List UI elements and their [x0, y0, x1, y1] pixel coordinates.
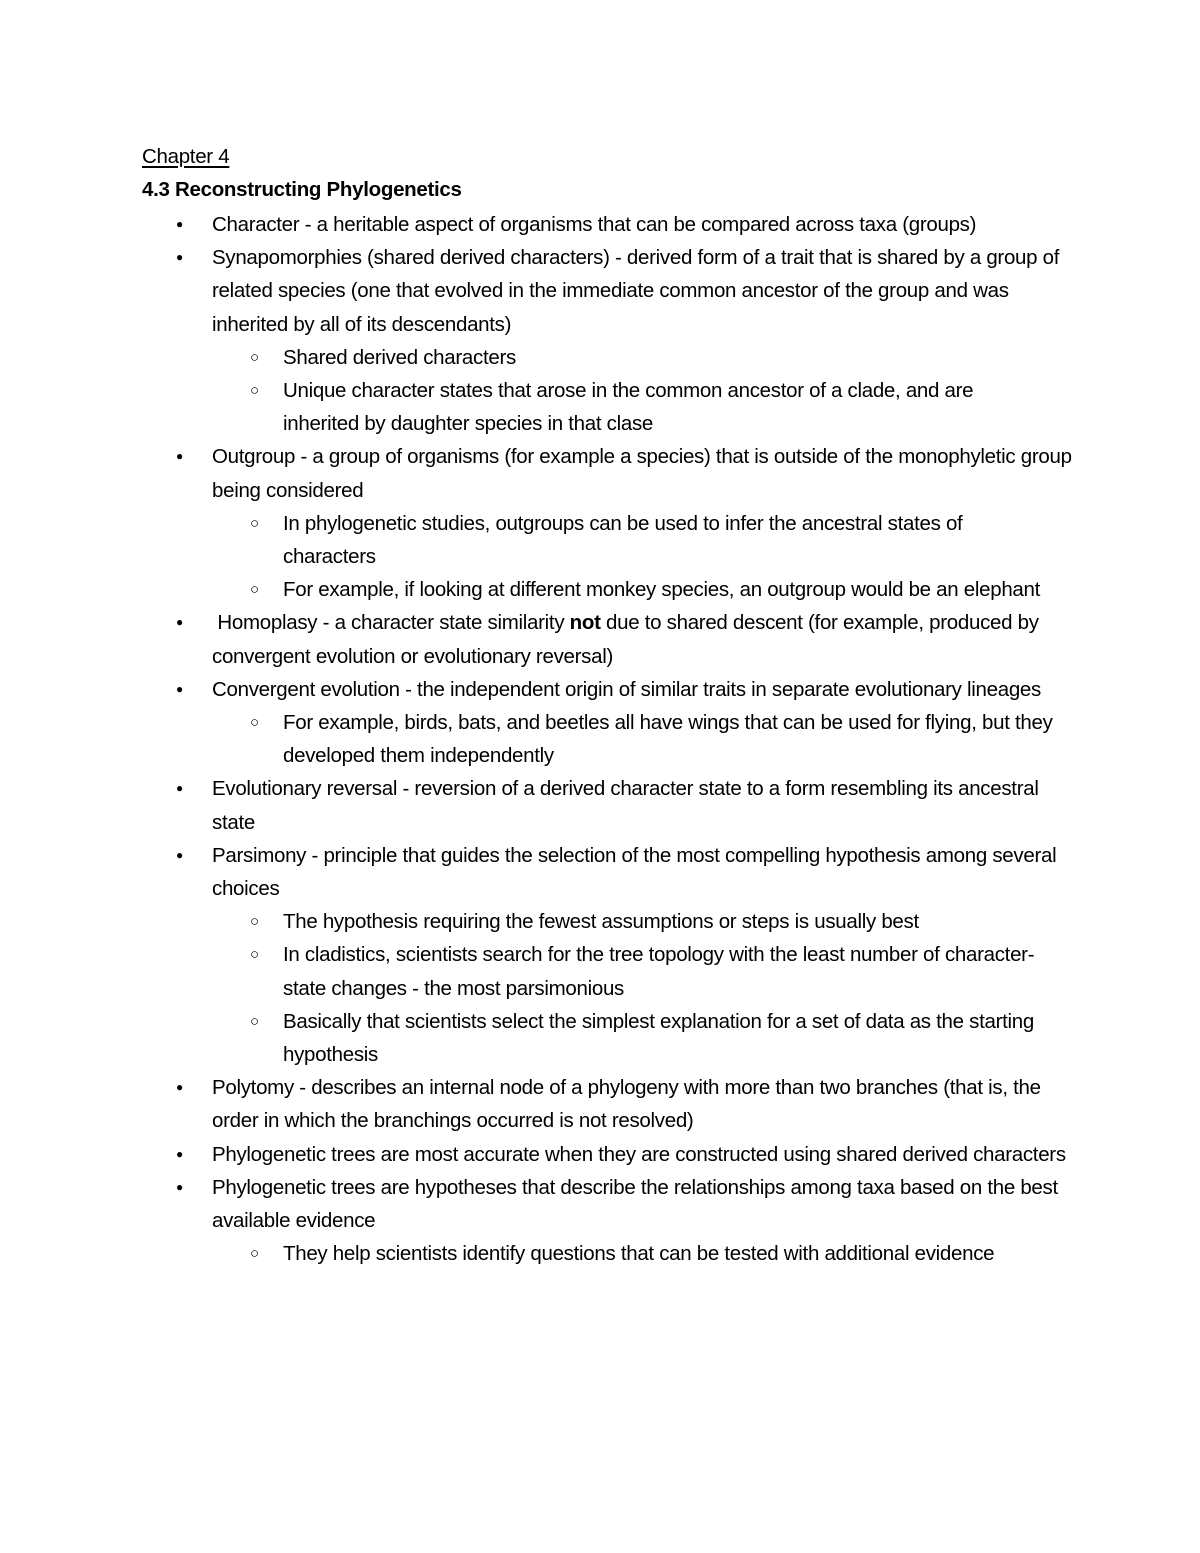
list-item-text: For example, if looking at different monkey species, an outgroup would be an elephant — [283, 578, 1041, 602]
list-item — [0, 772, 1072, 838]
list-item — [0, 839, 1072, 905]
notes-list — [0, 208, 1200, 1271]
filled-bullet-icon: ● — [176, 847, 183, 862]
list-item — [0, 1171, 1072, 1237]
list-item-text: Parsimony - principle that guides the selection of the most compelling hypothesis among several choices — [212, 843, 1057, 901]
text-segment: Homoplasy - a character state similarity — [212, 611, 570, 635]
hollow-bullet-icon: ○ — [250, 714, 259, 732]
hollow-bullet-icon: ○ — [250, 581, 259, 599]
list-item — [0, 440, 1072, 506]
filled-bullet-icon: ● — [176, 449, 183, 464]
sub-list-item — [0, 938, 1053, 1004]
list-item-text: Unique character states that arose in the common ancestor of a clade, and are inherited by daughter species in that clase — [283, 379, 974, 436]
list-item-text: Synapomorphies (shared derived characters) - derived form of a trait that is shared by a group of related species (one that evolved in the immediate common ancestor of the group and was inherited by all of its descendants) — [212, 246, 1060, 336]
sub-list-item — [0, 341, 1053, 374]
filled-bullet-icon: ● — [176, 615, 183, 630]
emphasis-text: not — [569, 611, 601, 635]
filled-bullet-icon: ● — [176, 1146, 183, 1161]
text-segment: due to shared descent (for example, produced by convergent evolution or evolutionary reversal) — [212, 611, 1039, 668]
list-item — [0, 673, 1072, 706]
filled-bullet-icon: ● — [176, 217, 183, 231]
hollow-bullet-icon: ○ — [250, 514, 259, 532]
list-item — [0, 208, 1072, 241]
list-item-text: Evolutionary reversal - reversion of a derived character state to a form resembling its ancestral state — [212, 777, 1039, 834]
list-item-text: Convergent evolution - the independent origin of similar traits in separate evolutionary lineages — [212, 677, 1041, 701]
sub-list-item — [0, 905, 1053, 938]
list-item-text: Basically that scientists select the simplest explanation for a set of data as the starting hypothesis — [283, 1009, 1034, 1067]
list-item-text: In phylogenetic studies, outgroups can be used to infer the ancestral states of characters — [283, 511, 963, 569]
list-item — [0, 606, 1072, 672]
sub-list-item — [0, 1005, 1053, 1071]
chapter-title: Chapter 4 — [142, 145, 230, 168]
list-item-text: Phylogenetic trees are most accurate when they are constructed using shared derived characters — [212, 1142, 1066, 1166]
list-item — [0, 241, 1072, 341]
list-item-text: Outgroup - a group of organisms (for example a species) that is outside of the monophyletic group being considered — [212, 445, 1072, 502]
list-item-text: Character - a heritable aspect of organisms that can be compared across taxa (groups) — [212, 213, 977, 236]
hollow-bullet-icon: ○ — [250, 913, 259, 931]
list-item-text: Shared derived characters — [283, 345, 516, 369]
filled-bullet-icon: ● — [176, 250, 183, 265]
list-item-text: Polytomy - describes an internal node of a phylogeny with more than two branches (that is, the order in which the branchings occurred is not resolved) — [212, 1076, 1041, 1133]
filled-bullet-icon: ● — [176, 781, 183, 796]
list-item-text: The hypothesis requiring the fewest assumptions or steps is usually best — [283, 910, 919, 934]
list-item-text: In cladistics, scientists search for the tree topology with the least number of character-state changes - the most parsimonious — [283, 943, 1035, 1000]
sub-list-item — [0, 573, 1053, 606]
list-item — [0, 1138, 1072, 1171]
list-item-text — [212, 611, 1039, 667]
hollow-bullet-icon: ○ — [250, 1245, 259, 1263]
section-title: 4.3 Reconstructing Phylogenetics — [142, 178, 462, 201]
list-item-text: Phylogenetic trees are hypotheses that describe the relationships among taxa based on the best available evidence — [212, 1175, 1058, 1233]
list-item — [0, 1071, 1072, 1137]
hollow-bullet-icon: ○ — [250, 1012, 259, 1030]
hollow-bullet-icon: ○ — [250, 382, 259, 400]
hollow-bullet-icon: ○ — [250, 946, 259, 964]
sub-list-item — [0, 374, 1053, 440]
sub-list-item — [0, 706, 1053, 772]
hollow-bullet-icon: ○ — [250, 348, 259, 366]
filled-bullet-icon: ● — [176, 681, 183, 696]
sub-list-item — [0, 1237, 1053, 1270]
filled-bullet-icon: ● — [176, 1080, 183, 1095]
filled-bullet-icon: ● — [176, 1179, 183, 1194]
sub-list-item — [0, 507, 1053, 573]
list-item-text: They help scientists identify questions that can be tested with additional evidence — [283, 1242, 995, 1266]
list-item-text: For example, birds, bats, and beetles all have wings that can be used for flying, but they developed them independently — [283, 711, 1053, 768]
